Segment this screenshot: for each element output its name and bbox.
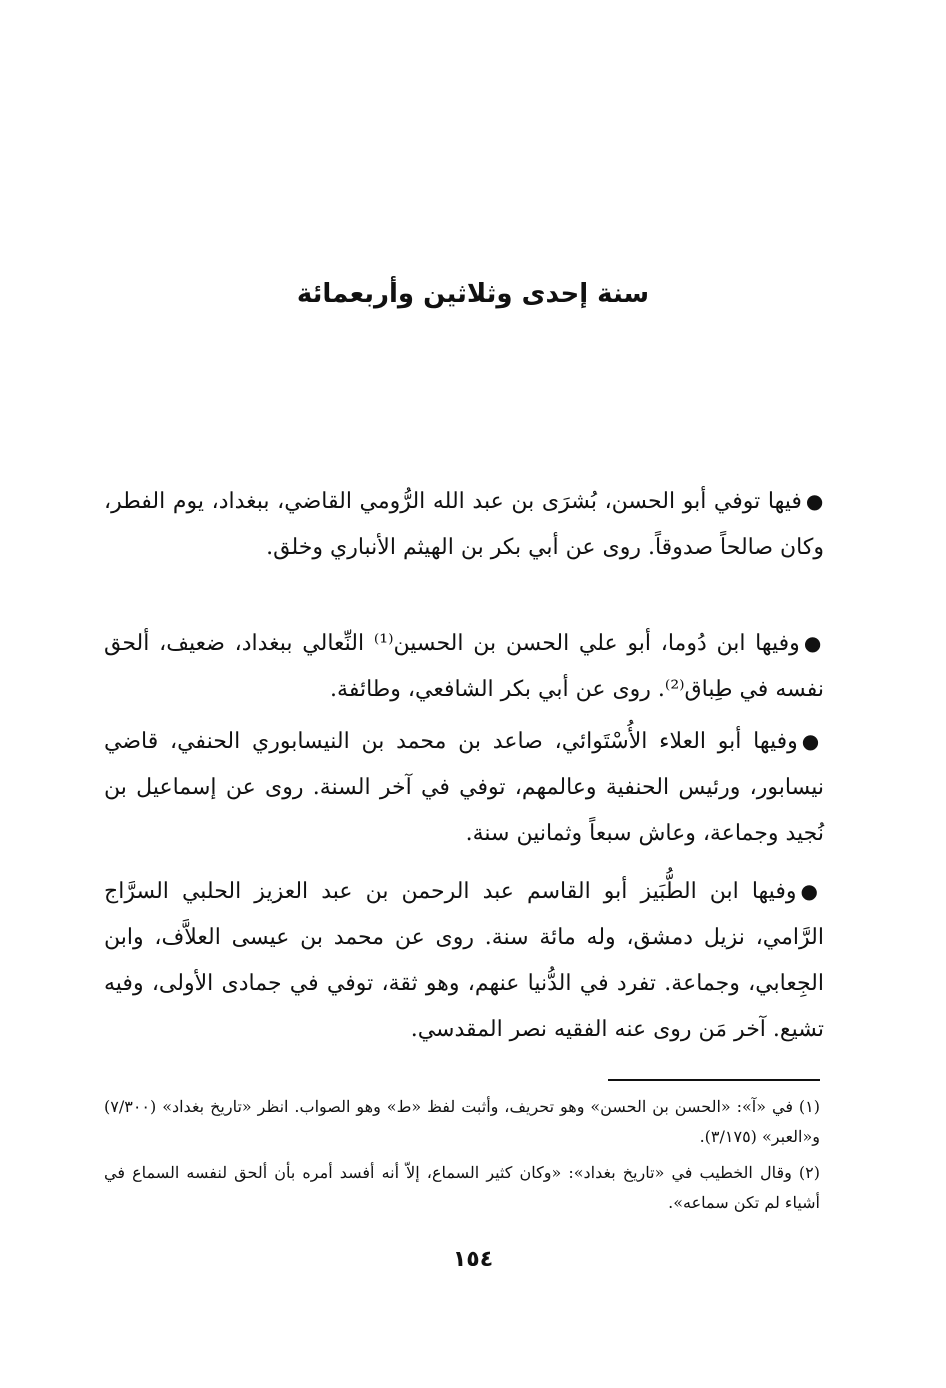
footnote-1: (١) في «آ»: «الحسن بن الحسن» وهو تحريف، وأثبت لفظ «ط» وهو الصواب. انظر «تاريخ بغداد» (٧/٣٠٠) و«العبر» (٣/١٧٥). [104,1097,820,1146]
entry-abu-al-ala [104,718,824,857]
footnote-divider [608,1079,820,1081]
entry-text: وفيها ابن دُوما، أبو علي الحسن بن الحسين⁽¹⁾ النِّعالي ببغداد، ضعيف، ألحق نفسه في طِباق⁽²⁾. روى عن أبي بكر الشافعي، وطائفة. [104,631,824,702]
bullet-icon: ● [803,631,824,655]
entry-ibn-duma [104,620,824,713]
page-title: سنة إحدى وثلاثين وأربعمائة [296,279,650,309]
bullet-icon: ● [805,489,824,513]
entry-text: وفيها ابن الطُّبَيز أبو القاسم عبد الرحمن بن عبد العزيز الحلبي السرَّاج الرَّامي، نزيل دمشق، وله مائة سنة. روى عن محمد بن عيسى العلاَّف، وابن الجِعابي، وجماعة. تفرد في الدُّنيا عنهم، وهو ثقة، توفي في جمادى الأولى، وفيه تشيع. آخر مَن روى عنه الفقيه نصر المقدسي. [104,879,824,1042]
bullet-icon: ● [800,879,824,903]
footnote-2: (٢) وقال الخطيب في «تاريخ بغداد»: «وكان كثير السماع، إلاّ أنه أفسد أمره بأن ألحق لنفسه السماع في أشياء لم تكن سماعه». [104,1163,820,1212]
bullet-icon: ● [801,729,825,753]
entry-text: فيها توفي أبو الحسن، بُشرَى بن عبد الله الرُّومي القاضي، ببغداد، يوم الفطر، وكان صالحاً صدوقاً. روى عن أبي بكر بن الهيثم الأنباري وخلق. [104,489,824,560]
page-number: ١٥٤ [452,1247,494,1272]
entry-bishra-al-rumi [104,478,824,571]
entry-text: وفيها أبو العلاء الأُسْتَوائي، صاعد بن محمد بن النيسابوري الحنفي، قاضي نيسابور، ورئيس الحنفية وعالمهم، توفي في آخر السنة. روى عن إسماعيل بن نُجيد وجماعة، وعاش سبعاً وثمانين سنة. [104,729,824,846]
entry-ibn-al-tubayz [104,868,824,1053]
